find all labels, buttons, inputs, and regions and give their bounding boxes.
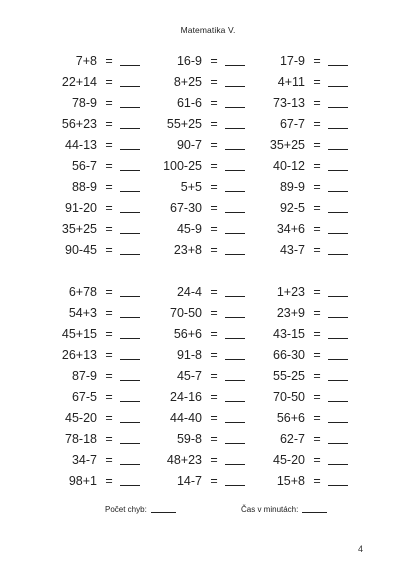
equals-sign: = — [210, 117, 218, 131]
equals-sign: = — [210, 390, 218, 404]
exercise-expression: 91-8 — [176, 348, 202, 362]
equals-sign: = — [313, 117, 321, 131]
equals-sign: = — [210, 453, 218, 467]
exercise-expression: 88-9 — [71, 180, 97, 194]
exercise-item — [140, 72, 260, 93]
answer-blank[interactable] — [225, 86, 245, 87]
error-count-label: Počet chyb: — [105, 505, 147, 514]
answer-blank[interactable] — [120, 380, 140, 381]
exercise-item — [35, 135, 155, 156]
error-count-blank[interactable] — [151, 512, 176, 513]
exercise-item — [35, 366, 155, 387]
exercise-expression: 5+5 — [180, 180, 202, 194]
equals-sign: = — [105, 474, 113, 488]
answer-blank[interactable] — [328, 149, 348, 150]
time-blank[interactable] — [302, 512, 327, 513]
exercise-expression: 90-45 — [65, 243, 97, 257]
equals-sign: = — [313, 390, 321, 404]
answer-blank[interactable] — [120, 233, 140, 234]
answer-blank[interactable] — [225, 380, 245, 381]
exercise-item — [243, 135, 363, 156]
equals-sign: = — [105, 222, 113, 236]
equals-sign: = — [210, 348, 218, 362]
equals-sign: = — [210, 327, 218, 341]
exercise-expression: 26+13 — [61, 348, 97, 362]
answer-blank[interactable] — [328, 359, 348, 360]
answer-blank[interactable] — [328, 107, 348, 108]
page-title: Matematika V. — [180, 25, 236, 35]
exercise-row — [0, 93, 416, 114]
exercise-row — [0, 198, 416, 219]
exercise-item — [243, 72, 363, 93]
exercise-item — [35, 387, 155, 408]
exercise-expression: 61-6 — [176, 96, 202, 110]
exercise-item — [35, 72, 155, 93]
exercise-item — [243, 408, 363, 429]
equals-sign: = — [210, 474, 218, 488]
exercise-item — [35, 471, 155, 492]
exercise-item — [243, 219, 363, 240]
answer-blank[interactable] — [120, 359, 140, 360]
exercise-item — [35, 282, 155, 303]
exercise-row — [0, 429, 416, 450]
exercise-expression: 67-7 — [279, 117, 305, 131]
exercise-expression: 67-30 — [170, 201, 202, 215]
exercise-item — [140, 345, 260, 366]
answer-blank[interactable] — [225, 485, 245, 486]
equals-sign: = — [313, 96, 321, 110]
answer-blank[interactable] — [225, 254, 245, 255]
exercise-item — [140, 408, 260, 429]
equals-sign: = — [105, 243, 113, 257]
exercise-expression: 35+25 — [61, 222, 97, 236]
equals-sign: = — [105, 411, 113, 425]
equals-sign: = — [313, 222, 321, 236]
equals-sign: = — [105, 453, 113, 467]
exercise-item — [140, 135, 260, 156]
exercise-expression: 54+3 — [68, 306, 97, 320]
answer-blank[interactable] — [328, 338, 348, 339]
exercise-expression: 70-50 — [170, 306, 202, 320]
exercise-item — [140, 114, 260, 135]
exercise-item — [140, 324, 260, 345]
answer-blank[interactable] — [225, 107, 245, 108]
exercise-expression: 7+8 — [75, 54, 97, 68]
exercise-row — [0, 282, 416, 303]
answer-blank[interactable] — [328, 254, 348, 255]
answer-blank[interactable] — [120, 212, 140, 213]
exercise-item — [35, 156, 155, 177]
equals-sign: = — [210, 159, 218, 173]
equals-sign: = — [313, 243, 321, 257]
exercise-expression: 4+11 — [277, 75, 305, 89]
exercise-expression: 59-8 — [176, 432, 202, 446]
exercise-expression: 15+8 — [276, 474, 305, 488]
exercise-item — [140, 303, 260, 324]
answer-blank[interactable] — [120, 338, 140, 339]
exercise-expression: 17-9 — [279, 54, 305, 68]
exercise-expression: 40-12 — [273, 159, 305, 173]
exercise-expression: 90-7 — [176, 138, 202, 152]
equals-sign: = — [313, 327, 321, 341]
exercise-expression: 67-5 — [71, 390, 97, 404]
exercise-item — [35, 303, 155, 324]
exercise-expression: 78-9 — [71, 96, 97, 110]
equals-sign: = — [105, 75, 113, 89]
exercise-row — [0, 114, 416, 135]
exercise-item — [35, 219, 155, 240]
exercise-expression: 34+6 — [276, 222, 305, 236]
exercise-item — [35, 198, 155, 219]
equals-sign: = — [210, 411, 218, 425]
answer-blank[interactable] — [120, 149, 140, 150]
exercise-expression: 56+23 — [61, 117, 97, 131]
exercise-item — [140, 177, 260, 198]
exercise-block-1 — [0, 51, 416, 261]
answer-blank[interactable] — [120, 317, 140, 318]
equals-sign: = — [105, 117, 113, 131]
equals-sign: = — [313, 54, 321, 68]
answer-blank[interactable] — [225, 191, 245, 192]
exercise-item — [35, 93, 155, 114]
answer-blank[interactable] — [120, 401, 140, 402]
exercise-item — [140, 450, 260, 471]
equals-sign: = — [313, 474, 321, 488]
answer-blank[interactable] — [225, 296, 245, 297]
exercise-expression: 62-7 — [279, 432, 305, 446]
exercise-row — [0, 366, 416, 387]
answer-blank[interactable] — [120, 86, 140, 87]
exercise-expression: 45+15 — [61, 327, 97, 341]
answer-blank[interactable] — [328, 296, 348, 297]
exercise-expression: 43-7 — [279, 243, 305, 257]
exercise-item — [243, 387, 363, 408]
exercise-item — [140, 366, 260, 387]
exercise-item — [243, 156, 363, 177]
answer-blank[interactable] — [225, 401, 245, 402]
exercise-row — [0, 324, 416, 345]
answer-blank[interactable] — [120, 464, 140, 465]
exercise-item — [140, 282, 260, 303]
equals-sign: = — [210, 201, 218, 215]
answer-blank[interactable] — [120, 443, 140, 444]
equals-sign: = — [210, 54, 218, 68]
answer-blank[interactable] — [328, 317, 348, 318]
exercise-expression: 35+25 — [269, 138, 305, 152]
answer-blank[interactable] — [225, 233, 245, 234]
answer-blank[interactable] — [120, 170, 140, 171]
answer-blank[interactable] — [328, 464, 348, 465]
answer-blank[interactable] — [120, 191, 140, 192]
exercise-expression: 48+23 — [166, 453, 202, 467]
equals-sign: = — [313, 180, 321, 194]
answer-blank[interactable] — [225, 65, 245, 66]
equals-sign: = — [210, 369, 218, 383]
exercise-row — [0, 240, 416, 261]
time-label: Čas v minutách: — [241, 505, 299, 514]
equals-sign: = — [313, 411, 321, 425]
exercise-expression: 44-13 — [65, 138, 97, 152]
answer-blank[interactable] — [225, 443, 245, 444]
exercise-block-2 — [0, 282, 416, 492]
answer-blank[interactable] — [120, 65, 140, 66]
exercise-expression: 78-18 — [65, 432, 97, 446]
exercise-item — [140, 387, 260, 408]
answer-blank[interactable] — [225, 128, 245, 129]
exercise-expression: 23+9 — [276, 306, 305, 320]
exercise-expression: 43-15 — [273, 327, 305, 341]
exercise-item — [243, 324, 363, 345]
exercise-item — [243, 366, 363, 387]
equals-sign: = — [313, 453, 321, 467]
exercise-expression: 45-20 — [273, 453, 305, 467]
equals-sign: = — [313, 201, 321, 215]
exercise-item — [35, 240, 155, 261]
equals-sign: = — [313, 138, 321, 152]
answer-blank[interactable] — [120, 254, 140, 255]
equals-sign: = — [105, 390, 113, 404]
equals-sign: = — [105, 96, 113, 110]
exercise-row — [0, 219, 416, 240]
exercise-row — [0, 387, 416, 408]
exercise-expression: 8+25 — [173, 75, 202, 89]
equals-sign: = — [313, 75, 321, 89]
exercise-expression: 24-16 — [170, 390, 202, 404]
equals-sign: = — [210, 222, 218, 236]
answer-blank[interactable] — [120, 485, 140, 486]
error-count-field — [105, 505, 176, 514]
answer-blank[interactable] — [328, 401, 348, 402]
answer-blank[interactable] — [328, 380, 348, 381]
exercise-item — [243, 471, 363, 492]
exercise-expression: 55+25 — [166, 117, 202, 131]
equals-sign: = — [210, 306, 218, 320]
exercise-item — [140, 93, 260, 114]
exercise-expression: 92-5 — [279, 201, 305, 215]
exercise-item — [140, 51, 260, 72]
exercise-row — [0, 345, 416, 366]
exercise-item — [243, 93, 363, 114]
answer-blank[interactable] — [225, 170, 245, 171]
exercise-expression: 56+6 — [173, 327, 202, 341]
exercise-item — [243, 51, 363, 72]
exercise-expression: 23+8 — [173, 243, 202, 257]
answer-blank[interactable] — [120, 422, 140, 423]
answer-blank[interactable] — [328, 65, 348, 66]
equals-sign: = — [105, 180, 113, 194]
page-number: 4 — [358, 544, 364, 554]
equals-sign: = — [210, 285, 218, 299]
exercise-expression: 24-4 — [176, 285, 202, 299]
equals-sign: = — [210, 180, 218, 194]
exercise-expression: 45-20 — [65, 411, 97, 425]
answer-blank[interactable] — [328, 128, 348, 129]
exercise-expression: 45-7 — [176, 369, 202, 383]
exercise-item — [140, 429, 260, 450]
exercise-row — [0, 303, 416, 324]
answer-blank[interactable] — [328, 212, 348, 213]
equals-sign: = — [313, 306, 321, 320]
answer-blank[interactable] — [328, 170, 348, 171]
exercise-expression: 66-30 — [273, 348, 305, 362]
answer-blank[interactable] — [225, 212, 245, 213]
exercise-row — [0, 177, 416, 198]
exercise-expression: 1+23 — [276, 285, 305, 299]
answer-blank[interactable] — [120, 296, 140, 297]
answer-blank[interactable] — [225, 338, 245, 339]
exercise-item — [35, 450, 155, 471]
exercise-item — [243, 198, 363, 219]
equals-sign: = — [105, 201, 113, 215]
exercise-expression: 73-13 — [273, 96, 305, 110]
time-field — [241, 505, 327, 514]
exercise-expression: 70-50 — [273, 390, 305, 404]
exercise-item — [243, 114, 363, 135]
answer-blank[interactable] — [225, 317, 245, 318]
exercise-item — [140, 219, 260, 240]
exercise-expression: 87-9 — [71, 369, 97, 383]
answer-blank[interactable] — [120, 107, 140, 108]
equals-sign: = — [313, 159, 321, 173]
exercise-item — [243, 303, 363, 324]
exercise-item — [35, 408, 155, 429]
exercise-expression: 89-9 — [279, 180, 305, 194]
exercise-expression: 56+6 — [276, 411, 305, 425]
equals-sign: = — [210, 75, 218, 89]
exercise-item — [243, 177, 363, 198]
answer-blank[interactable] — [225, 464, 245, 465]
exercise-item — [140, 471, 260, 492]
equals-sign: = — [210, 96, 218, 110]
exercise-item — [140, 156, 260, 177]
answer-blank[interactable] — [225, 359, 245, 360]
exercise-row — [0, 408, 416, 429]
equals-sign: = — [313, 369, 321, 383]
equals-sign: = — [313, 348, 321, 362]
exercise-item — [243, 429, 363, 450]
exercise-item — [35, 114, 155, 135]
equals-sign: = — [105, 369, 113, 383]
exercise-item — [243, 240, 363, 261]
exercise-expression: 22+14 — [61, 75, 97, 89]
equals-sign: = — [210, 138, 218, 152]
exercise-row — [0, 156, 416, 177]
equals-sign: = — [105, 54, 113, 68]
equals-sign: = — [313, 285, 321, 299]
answer-blank[interactable] — [328, 485, 348, 486]
exercise-expression: 98+1 — [68, 474, 97, 488]
exercise-expression: 55-25 — [273, 369, 305, 383]
exercise-expression: 45-9 — [176, 222, 202, 236]
answer-blank[interactable] — [225, 422, 245, 423]
equals-sign: = — [105, 138, 113, 152]
answer-blank[interactable] — [328, 443, 348, 444]
exercise-item — [35, 345, 155, 366]
equals-sign: = — [313, 432, 321, 446]
exercise-expression: 6+78 — [68, 285, 97, 299]
equals-sign: = — [105, 159, 113, 173]
exercise-item — [35, 429, 155, 450]
exercise-row — [0, 450, 416, 471]
exercise-expression: 91-20 — [65, 201, 97, 215]
exercise-item — [243, 450, 363, 471]
exercise-row — [0, 72, 416, 93]
answer-blank[interactable] — [225, 149, 245, 150]
exercise-item — [35, 324, 155, 345]
exercise-expression: 44-40 — [170, 411, 202, 425]
answer-blank[interactable] — [328, 86, 348, 87]
equals-sign: = — [105, 327, 113, 341]
exercise-expression: 16-9 — [176, 54, 202, 68]
exercise-expression: 34-7 — [71, 453, 97, 467]
exercise-item — [140, 240, 260, 261]
exercise-item — [35, 51, 155, 72]
exercise-expression: 100-25 — [163, 159, 202, 173]
equals-sign: = — [210, 432, 218, 446]
answer-blank[interactable] — [328, 233, 348, 234]
answer-blank[interactable] — [120, 128, 140, 129]
exercise-item — [243, 282, 363, 303]
answer-blank[interactable] — [328, 191, 348, 192]
equals-sign: = — [105, 348, 113, 362]
exercise-expression: 56-7 — [71, 159, 97, 173]
exercise-item — [140, 198, 260, 219]
equals-sign: = — [105, 432, 113, 446]
equals-sign: = — [105, 306, 113, 320]
exercise-expression: 14-7 — [176, 474, 202, 488]
exercise-item — [243, 345, 363, 366]
equals-sign: = — [210, 243, 218, 257]
exercise-row — [0, 51, 416, 72]
exercise-row — [0, 471, 416, 492]
exercise-row — [0, 135, 416, 156]
equals-sign: = — [105, 285, 113, 299]
answer-blank[interactable] — [328, 422, 348, 423]
exercise-item — [35, 177, 155, 198]
